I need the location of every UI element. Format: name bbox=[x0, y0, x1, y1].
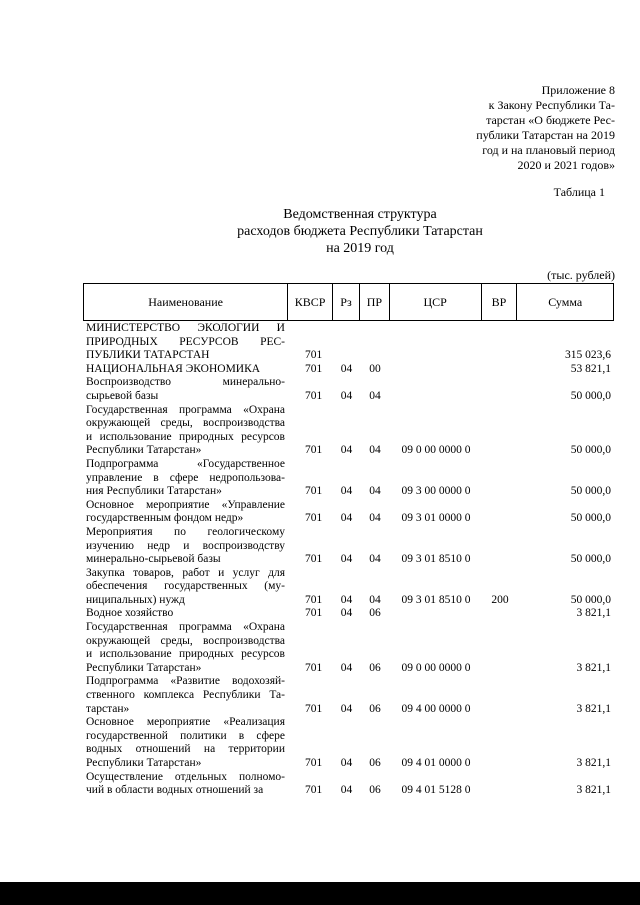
name-line: Подпрограмма «Развитие водохозяй- bbox=[86, 675, 285, 688]
pr-cell: 04 bbox=[369, 593, 381, 606]
csr-cell: 09 3 01 8510 0 bbox=[401, 593, 471, 606]
rz-cell: 04 bbox=[340, 389, 353, 402]
name-line: ниципальных) нужд bbox=[86, 593, 185, 606]
table-row bbox=[83, 675, 614, 716]
sum-cell: 315 023,6 bbox=[565, 349, 611, 362]
table-row bbox=[83, 607, 614, 621]
column-header-pr: ПР bbox=[360, 284, 390, 320]
pr-cell: 04 bbox=[369, 512, 381, 525]
name-line: Государственная программа «Охрана bbox=[86, 621, 285, 634]
name-line: государственным фондом недр» bbox=[86, 512, 244, 525]
csr-cell: 09 3 01 8510 0 bbox=[401, 553, 471, 566]
kvsr-cell: 701 bbox=[305, 607, 323, 620]
pr-cell: 06 bbox=[369, 757, 381, 769]
pr-cell: 06 bbox=[369, 661, 381, 674]
kvsr-cell: 701 bbox=[305, 702, 323, 715]
vr-cell: 200 bbox=[491, 593, 509, 606]
rz-cell: 04 bbox=[340, 444, 353, 457]
name-line: тарстан» bbox=[86, 702, 130, 715]
sum-cell: 3 821,1 bbox=[576, 757, 611, 769]
sum-cell: 50 000,0 bbox=[570, 444, 611, 457]
name-cell bbox=[83, 607, 288, 621]
name-line: государственной политики в сфере bbox=[86, 729, 285, 742]
table-row bbox=[83, 322, 614, 363]
kvsr-cell: 701 bbox=[305, 444, 323, 457]
sum-cell: 3 821,1 bbox=[576, 607, 611, 620]
column-header-kvsr: КВСР bbox=[288, 284, 333, 320]
appendix-note bbox=[415, 83, 615, 173]
name-line: Осуществление отдельных полномо- bbox=[86, 770, 285, 783]
name-line: ПРИРОДНЫХ РЕСУРСОВ РЕС- bbox=[86, 335, 285, 348]
name-line: Республики Татарстан» bbox=[86, 757, 202, 769]
pr-cell: 04 bbox=[369, 444, 381, 457]
rz-cell: 04 bbox=[340, 512, 353, 525]
name-line: Государственная программа «Охрана bbox=[86, 403, 285, 416]
name-cell bbox=[83, 771, 288, 798]
table-header bbox=[83, 283, 614, 321]
table-row bbox=[83, 363, 614, 377]
name-line: Республики Татарстан» bbox=[86, 444, 202, 457]
name-cell bbox=[83, 376, 288, 403]
kvsr-cell: 701 bbox=[305, 593, 323, 606]
name-line: изучению недр и воспроизводству bbox=[86, 539, 285, 552]
sum-cell: 3 821,1 bbox=[576, 702, 611, 715]
kvsr-cell: 701 bbox=[305, 661, 323, 674]
table-row bbox=[83, 771, 614, 798]
sum-cell: 3 821,1 bbox=[576, 661, 611, 674]
rz-cell: 04 bbox=[340, 553, 353, 566]
pr-cell: 06 bbox=[369, 702, 381, 715]
pr-cell: 04 bbox=[369, 485, 381, 498]
title-line: Ведомственная структура bbox=[283, 207, 437, 222]
name-line: МИНИСТЕРСТВО ЭКОЛОГИИ И bbox=[86, 322, 285, 334]
appendix-line: тарстан «О бюджете Рес- bbox=[486, 113, 615, 127]
appendix-line: 2020 и 2021 годов» bbox=[517, 158, 615, 172]
kvsr-cell: 701 bbox=[305, 757, 323, 769]
sum-cell: 50 000,0 bbox=[570, 553, 611, 566]
pr-cell: 06 bbox=[369, 784, 381, 797]
document-title bbox=[200, 206, 520, 257]
name-line: чий в области водных отношений за bbox=[86, 784, 264, 797]
table-row bbox=[83, 526, 614, 567]
pr-cell: 04 bbox=[369, 553, 381, 566]
pr-cell: 06 bbox=[369, 607, 381, 620]
title-line: расходов бюджета Республики Татарстан bbox=[237, 224, 483, 239]
rz-cell: 04 bbox=[340, 607, 353, 620]
name-line: и использование природных ресурсов bbox=[86, 430, 285, 443]
appendix-line: к Закону Республики Та- bbox=[488, 98, 615, 112]
rz-cell: 04 bbox=[340, 362, 353, 375]
kvsr-cell: 701 bbox=[305, 349, 323, 362]
rz-cell: 04 bbox=[340, 702, 353, 715]
name-line: Водное хозяйство bbox=[86, 607, 174, 620]
column-header-rz: Рз bbox=[333, 284, 360, 320]
sum-cell: 50 000,0 bbox=[570, 512, 611, 525]
name-line: ственного комплекса Республики Та- bbox=[86, 689, 285, 702]
pr-cell: 04 bbox=[369, 389, 381, 402]
name-line: Воспроизводство минерально- bbox=[86, 376, 285, 389]
name-cell bbox=[83, 567, 288, 608]
rz-cell: 04 bbox=[340, 593, 353, 606]
sum-cell: 50 000,0 bbox=[570, 593, 611, 606]
table-number: Таблица 1 bbox=[553, 185, 605, 199]
name-line: и использование природных ресурсов bbox=[86, 648, 285, 661]
title-line: на 2019 год bbox=[326, 241, 394, 256]
csr-cell: 09 4 00 0000 0 bbox=[401, 702, 471, 715]
name-line: водных отношений на территории bbox=[86, 743, 285, 756]
name-cell bbox=[83, 716, 288, 770]
csr-cell: 09 4 01 0000 0 bbox=[401, 757, 471, 769]
table-row bbox=[83, 499, 614, 526]
name-cell bbox=[83, 404, 288, 458]
appendix-line: публики Татарстан на 2019 bbox=[476, 128, 615, 142]
name-line: Основное мероприятие «Управление bbox=[86, 498, 285, 511]
csr-cell: 09 4 01 5128 0 bbox=[401, 784, 471, 797]
name-cell bbox=[83, 526, 288, 567]
name-line: Основное мероприятие «Реализация bbox=[86, 716, 285, 729]
name-cell bbox=[83, 458, 288, 499]
csr-cell: 09 3 00 0000 0 bbox=[401, 485, 471, 498]
name-line: обеспечения государственных (му- bbox=[86, 580, 285, 593]
rz-cell: 04 bbox=[340, 784, 353, 797]
name-line: ния Республики Татарстан» bbox=[86, 485, 222, 498]
appendix-line: год и на плановый период bbox=[482, 143, 615, 157]
name-line: Республики Татарстан» bbox=[86, 661, 202, 674]
sum-cell: 50 000,0 bbox=[570, 485, 611, 498]
column-header-name: Наименование bbox=[84, 284, 288, 320]
kvsr-cell: 701 bbox=[305, 389, 323, 402]
name-line: минерально-сырьевой базы bbox=[86, 553, 221, 566]
column-header-csr: ЦСР bbox=[390, 284, 482, 320]
kvsr-cell: 701 bbox=[305, 512, 323, 525]
name-line: Мероприятия по геологическому bbox=[86, 525, 285, 538]
name-line: ПУБЛИКИ ТАТАРСТАН bbox=[86, 349, 210, 362]
rz-cell: 04 bbox=[340, 757, 353, 769]
name-line: управление в сфере недропользова- bbox=[86, 471, 285, 484]
column-header-sum: Сумма bbox=[548, 294, 583, 309]
sum-cell: 53 821,1 bbox=[570, 362, 611, 375]
table-row bbox=[83, 567, 614, 608]
csr-cell: 09 0 00 0000 0 bbox=[401, 661, 471, 674]
sum-cell: 50 000,0 bbox=[570, 389, 611, 402]
name-cell bbox=[83, 675, 288, 716]
name-line: окружающей среды, воспроизводства bbox=[86, 417, 285, 430]
units-label: (тыс. рублей) bbox=[547, 268, 615, 282]
table-row bbox=[83, 404, 614, 458]
csr-cell: 09 3 01 0000 0 bbox=[401, 512, 471, 525]
csr-cell: 09 0 00 0000 0 bbox=[401, 444, 471, 457]
table-row bbox=[83, 458, 614, 499]
rz-cell: 04 bbox=[340, 485, 353, 498]
name-cell bbox=[83, 322, 288, 363]
table-row bbox=[83, 716, 614, 770]
name-line: Закупка товаров, работ и услуг для bbox=[86, 566, 285, 579]
column-header-vr: ВР bbox=[482, 284, 518, 320]
table-row bbox=[83, 376, 614, 403]
kvsr-cell: 701 bbox=[305, 784, 323, 797]
kvsr-cell: 701 bbox=[305, 362, 323, 375]
name-cell bbox=[83, 621, 288, 675]
sum-cell: 3 821,1 bbox=[576, 784, 611, 797]
rz-cell: 04 bbox=[340, 661, 353, 674]
kvsr-cell: 701 bbox=[305, 485, 323, 498]
name-cell bbox=[83, 499, 288, 526]
name-line: НАЦИОНАЛЬНАЯ ЭКОНОМИКА bbox=[86, 362, 261, 375]
name-line: сырьевой базы bbox=[86, 389, 159, 402]
name-cell bbox=[83, 363, 288, 377]
name-line: окружающей среды, воспроизводства bbox=[86, 634, 285, 647]
table-body bbox=[83, 322, 614, 798]
appendix-line: Приложение 8 bbox=[541, 83, 615, 97]
kvsr-cell: 701 bbox=[305, 553, 323, 566]
name-line: Подпрограмма «Государственное bbox=[86, 457, 285, 470]
table-row bbox=[83, 621, 614, 675]
pr-cell: 00 bbox=[369, 362, 381, 375]
